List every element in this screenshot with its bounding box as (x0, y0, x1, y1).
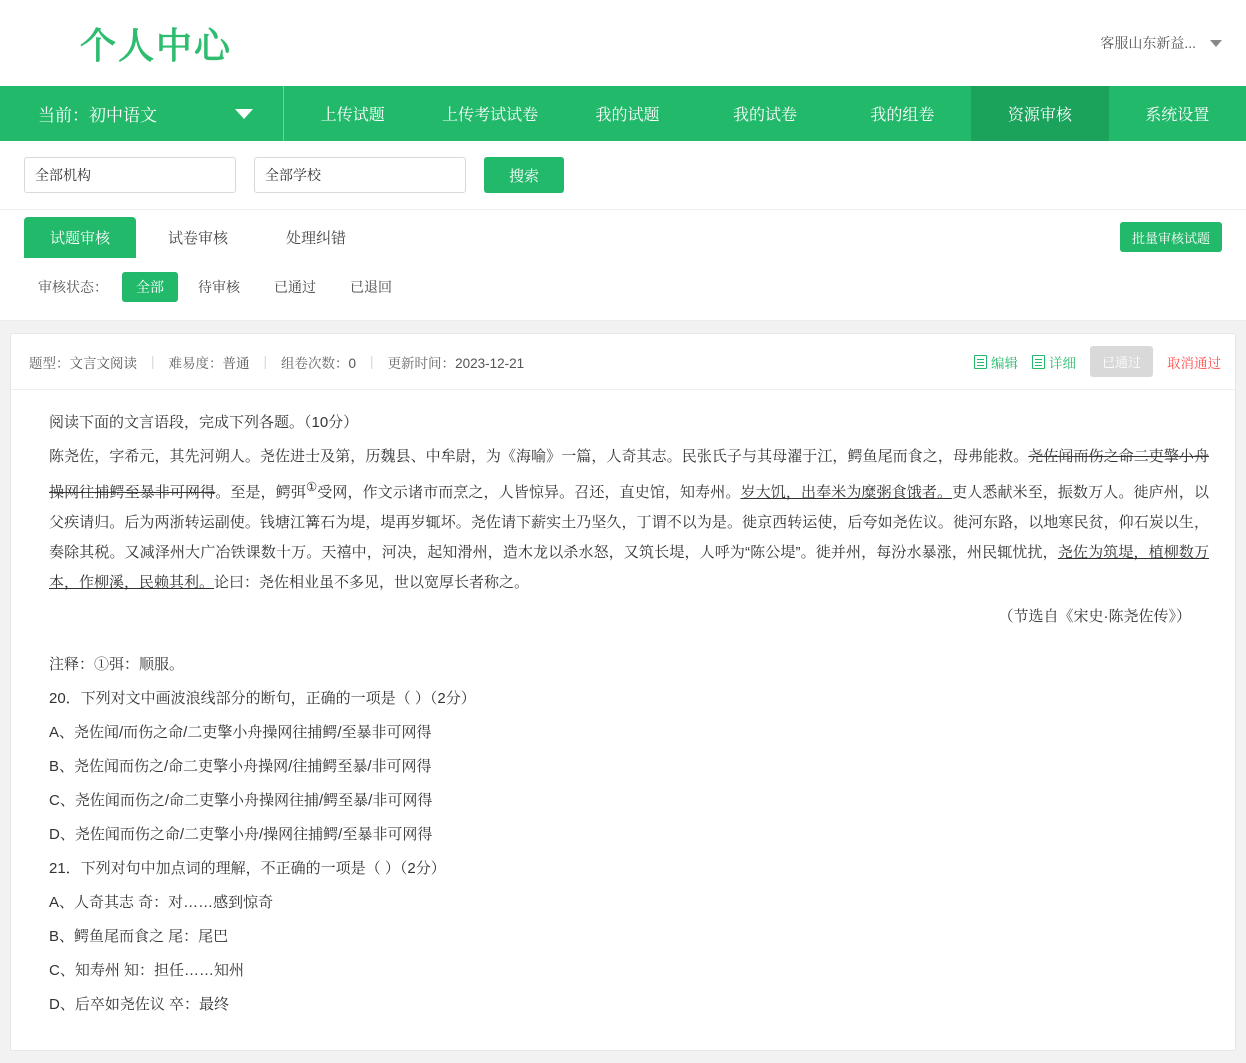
batch-review-button[interactable]: 批量审核试题 (1120, 222, 1222, 252)
nav-item-my-questions[interactable] (559, 86, 696, 141)
chevron-down-icon (1210, 40, 1222, 47)
school-select-value: 全部学校 (265, 167, 321, 183)
tab-question-review[interactable] (24, 217, 136, 258)
tab-label: 处理纠错 (286, 230, 347, 247)
nav-item-label: 我的组卷 (870, 107, 935, 124)
tab-label: 试卷审核 (168, 230, 229, 247)
search-bar (0, 141, 1246, 210)
nav-item-resource-review[interactable] (971, 86, 1108, 141)
nav-item-label: 我的试题 (595, 107, 660, 124)
school-select[interactable] (254, 157, 466, 193)
question-20-option-c: C、尧佐闻而伤之/命二吏擎小舟操网往捕/鳄至暴/非可网得 (49, 792, 433, 809)
passage-source: （节选自《宋史·陈尧佐传》） (998, 608, 1191, 625)
status-filter (0, 258, 1246, 321)
spacer (49, 636, 1209, 650)
status-chip-returned[interactable]: 已退回 (350, 279, 392, 295)
edit-button[interactable] (974, 352, 1018, 372)
subject-selector[interactable] (0, 86, 284, 141)
meta-update-value: 2023-12-21 (455, 355, 525, 371)
status-chip-passed[interactable]: 已通过 (274, 279, 316, 295)
nav-item-label: 上传考试试卷 (442, 107, 539, 124)
question-meta (25, 352, 538, 372)
passage-seg-6: 吏人悉献米至，振数万人。徙庐州，以父疾请归。后为两浙转运副使。钱塘江篝石为堤，堤再岁辄坏。尧佐请下薪实土乃坚久，丁谓不以为是。徙京西转运使，后夸如尧佐议。徙河东路，以地寒民贫，仰石炭以生，奏除其税。又减泽州大广冶铁课数十万。天禧中，河决，起知滑州，造木龙以杀水怒，又筑长堤，人呼为“陈公堤”。徙并州，每汾水暴涨，州民辄忧扰， (49, 484, 1209, 561)
nav-item-label: 系统设置 (1145, 107, 1210, 124)
nav-item-label: 资源审核 (1007, 107, 1072, 124)
question-20-option-b: B、尧佐闻而伤之/命二吏擎小舟操网/往捕鳄至暴/非可网得 (49, 758, 432, 775)
page-title: 个人中心 (80, 24, 233, 66)
passage-seg-0: 陈尧佐，字希元，其先河朔人。尧佐进士及第，历魏县、中牟尉，为《海喻》一篇，人奇其志。民张氏子与其母濯于江，鳄鱼尾而食之，母弗能救。 (49, 448, 1029, 465)
tab-label: 试题审核 (50, 230, 111, 247)
meta-divider: | (263, 354, 268, 369)
meta-usage (267, 352, 370, 372)
meta-type (25, 352, 151, 372)
passage-seg-4: 受网，作文示诸市而烹之，人皆惊异。召还，直史馆，知寿州。 (317, 484, 741, 501)
review-tabs (0, 210, 1246, 258)
question-20-option-a: A、尧佐闻/而伤之命/二吏擎小舟操网往捕鳄/至暴非可网得 (49, 724, 432, 741)
meta-update-time (374, 352, 539, 372)
status-badge: 已通过 (1090, 346, 1153, 377)
nav-item-system-settings[interactable] (1109, 86, 1246, 141)
cancel-pass-button[interactable]: 取消通过 (1167, 355, 1221, 371)
passage-seg-2: 。至是，鳄弭 (215, 484, 306, 501)
nav-item-list (284, 86, 1246, 141)
edit-button-label: 编辑 (990, 355, 1018, 371)
question-21-option-b: B、鳄鱼尾而食之 尾：尾巴 (49, 928, 229, 945)
chevron-down-icon (235, 109, 253, 119)
subject-selector-label: 当前：初中语文 (38, 106, 157, 125)
account-menu[interactable] (1100, 33, 1222, 53)
question-card-actions (974, 346, 1221, 377)
detail-button-label: 详细 (1048, 355, 1076, 371)
meta-usage-label: 组卷次数： (281, 355, 349, 371)
meta-update-label: 更新时间： (387, 355, 456, 371)
nav-item-my-compositions[interactable] (834, 86, 971, 141)
meta-type-value: 文言文阅读 (69, 355, 137, 371)
meta-difficulty (155, 352, 264, 372)
main-navigation (0, 86, 1246, 141)
organization-select-value: 全部机构 (35, 167, 91, 183)
tab-handle-corrections[interactable] (260, 217, 372, 258)
meta-divider: | (151, 354, 155, 369)
question-21-stem: 21．下列对句中加点词的理解，不正确的一项是（ ）（2分） (49, 860, 446, 877)
detail-button[interactable] (1032, 352, 1076, 372)
nav-item-my-papers[interactable] (696, 86, 833, 141)
question-21-option-a: A、人奇其志 奇：对……感到惊奇 (49, 894, 274, 911)
question-20-stem: 20．下列对文中画波浪线部分的断句，正确的一项是（ ）（2分） (49, 690, 476, 707)
nav-item-label: 我的试卷 (732, 107, 797, 124)
status-chip-all[interactable]: 全部 (122, 272, 178, 302)
organization-select[interactable] (24, 157, 236, 193)
question-20-option-d: D、尧佐闻而伤之命/二吏擎小舟/操网往捕鳄/至暴非可网得 (49, 826, 433, 843)
status-filter-label: 审核状态： (38, 279, 108, 295)
question-card-header (11, 334, 1235, 390)
passage-seg-strike: 尧佐闻而伤之命二吏擎小舟操网往捕鳄至暴非可网得 (49, 448, 1209, 501)
meta-type-label: 题型： (29, 355, 70, 371)
status-chip-pending[interactable]: 待审核 (198, 279, 240, 295)
question-prompt: 阅读下面的文言语段，完成下列各题。（10分） (49, 414, 359, 431)
passage-footnote-marker: ① (305, 480, 318, 494)
question-21-option-c: C、知寿州 知：担任……知州 (49, 962, 245, 979)
meta-difficulty-label: 难易度： (168, 355, 223, 371)
tab-list (24, 217, 372, 258)
meta-divider: | (370, 354, 374, 369)
passage-seg-underline-1: 岁大饥，出奉米为糜粥食饿者。 (740, 484, 953, 501)
question-passage (49, 442, 1209, 598)
question-content (11, 390, 1235, 1050)
search-button[interactable]: 搜索 (484, 157, 564, 193)
meta-usage-value: 0 (348, 355, 357, 371)
passage-seg-8: 论曰：尧佐相业虽不多见，世以宽厚长者称之。 (214, 574, 530, 591)
question-21-option-d: D、后卒如尧佐议 卒：最终 (49, 996, 230, 1013)
document-icon (1032, 355, 1045, 369)
question-card (10, 333, 1236, 1051)
nav-item-upload-question[interactable] (284, 86, 421, 141)
account-name: 客服山东新益... (1100, 35, 1196, 51)
nav-item-label: 上传试题 (320, 107, 385, 124)
passage-seg-underline-2: 尧佐为筑堤，植柳数万本，作柳溪，民赖其利。 (49, 544, 1209, 591)
tab-paper-review[interactable] (142, 217, 254, 258)
page-header (0, 0, 1246, 86)
nav-item-upload-exam[interactable] (421, 86, 558, 141)
meta-difficulty-value: 普通 (222, 355, 250, 371)
passage-note: 注释：①弭：顺服。 (49, 656, 185, 673)
edit-icon (974, 355, 987, 369)
